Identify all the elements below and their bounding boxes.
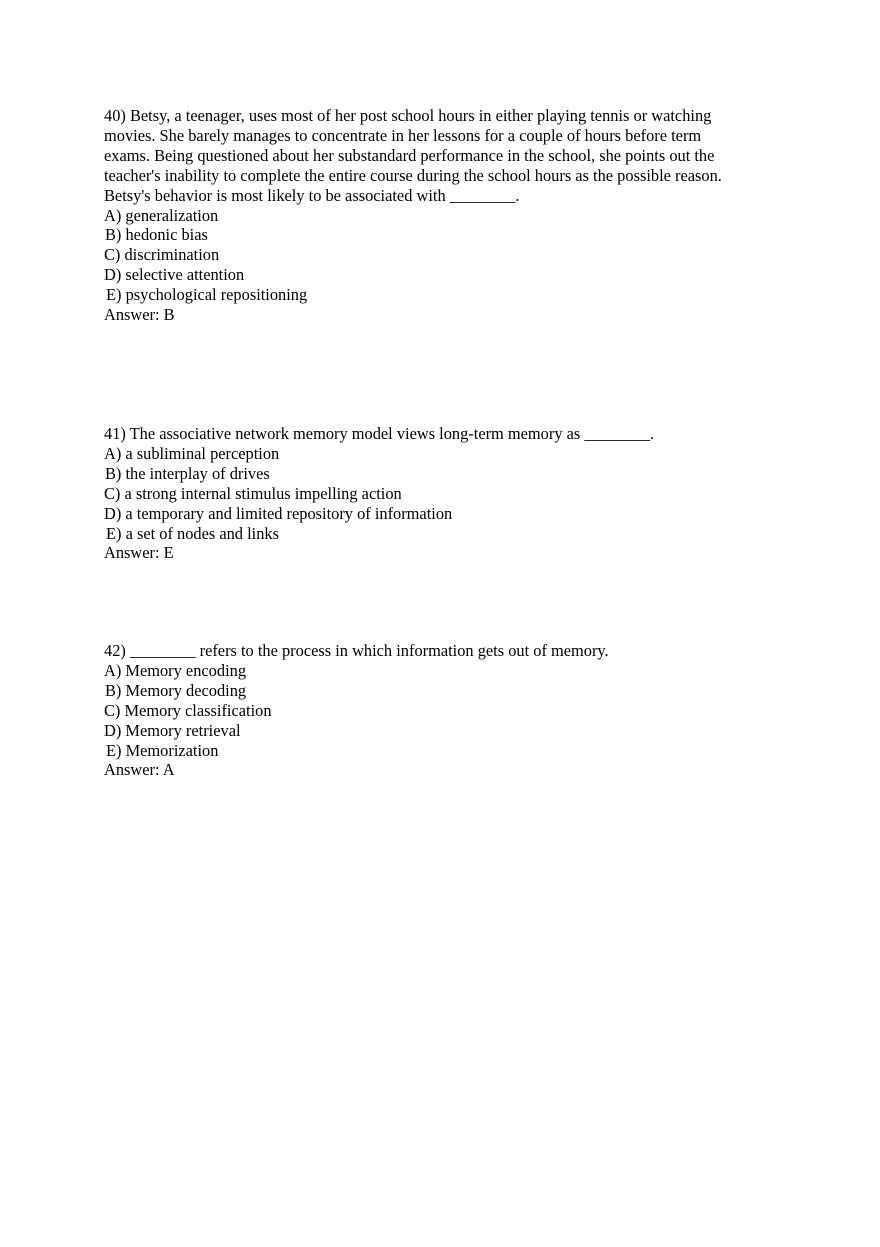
question-stem-line: 41) The associative network memory model views long-term memory as ________. (104, 424, 655, 443)
option-b: B) the interplay of drives (105, 463, 270, 483)
question-stem-line: 40) Betsy, a teenager, uses most of her post school hours in either playing tennis or watching (104, 106, 712, 125)
option-e: E) Memorization (106, 740, 219, 760)
option-c: C) discrimination (104, 245, 220, 265)
answer-line: Answer: B (104, 305, 175, 325)
question-40 (104, 106, 784, 325)
question-stem-line: teacher's inability to complete the entire course during the school hours as the possible reason. (104, 165, 722, 185)
question-stem-line: movies. She barely manages to concentrate in her lessons for a couple of hours before term (104, 125, 702, 145)
option-e: E) psychological repositioning (106, 285, 308, 305)
option-a: A) Memory encoding (104, 660, 247, 680)
option-c: C) a strong internal stimulus impelling action (104, 483, 402, 503)
question-42 (104, 641, 784, 780)
option-e: E) a set of nodes and links (106, 523, 279, 543)
question-stem-line: Betsy's behavior is most likely to be associated with ________. (104, 185, 520, 205)
answer-line: Answer: A (104, 760, 175, 780)
option-a: A) generalization (104, 205, 219, 225)
answer-line: Answer: E (104, 543, 174, 563)
option-a: A) a subliminal perception (104, 443, 280, 463)
question-41 (104, 424, 784, 563)
option-b: B) Memory decoding (105, 680, 247, 700)
question-stem-line: 42) ________ refers to the process in which information gets out of memory. (104, 641, 609, 660)
option-b: B) hedonic bias (105, 225, 208, 245)
option-d: D) Memory retrieval (104, 720, 241, 740)
option-d: D) a temporary and limited repository of information (104, 503, 453, 523)
option-d: D) selective attention (104, 265, 245, 285)
option-c: C) Memory classification (104, 700, 272, 720)
question-stem-line: exams. Being questioned about her substandard performance in the school, she points out the (104, 145, 715, 165)
